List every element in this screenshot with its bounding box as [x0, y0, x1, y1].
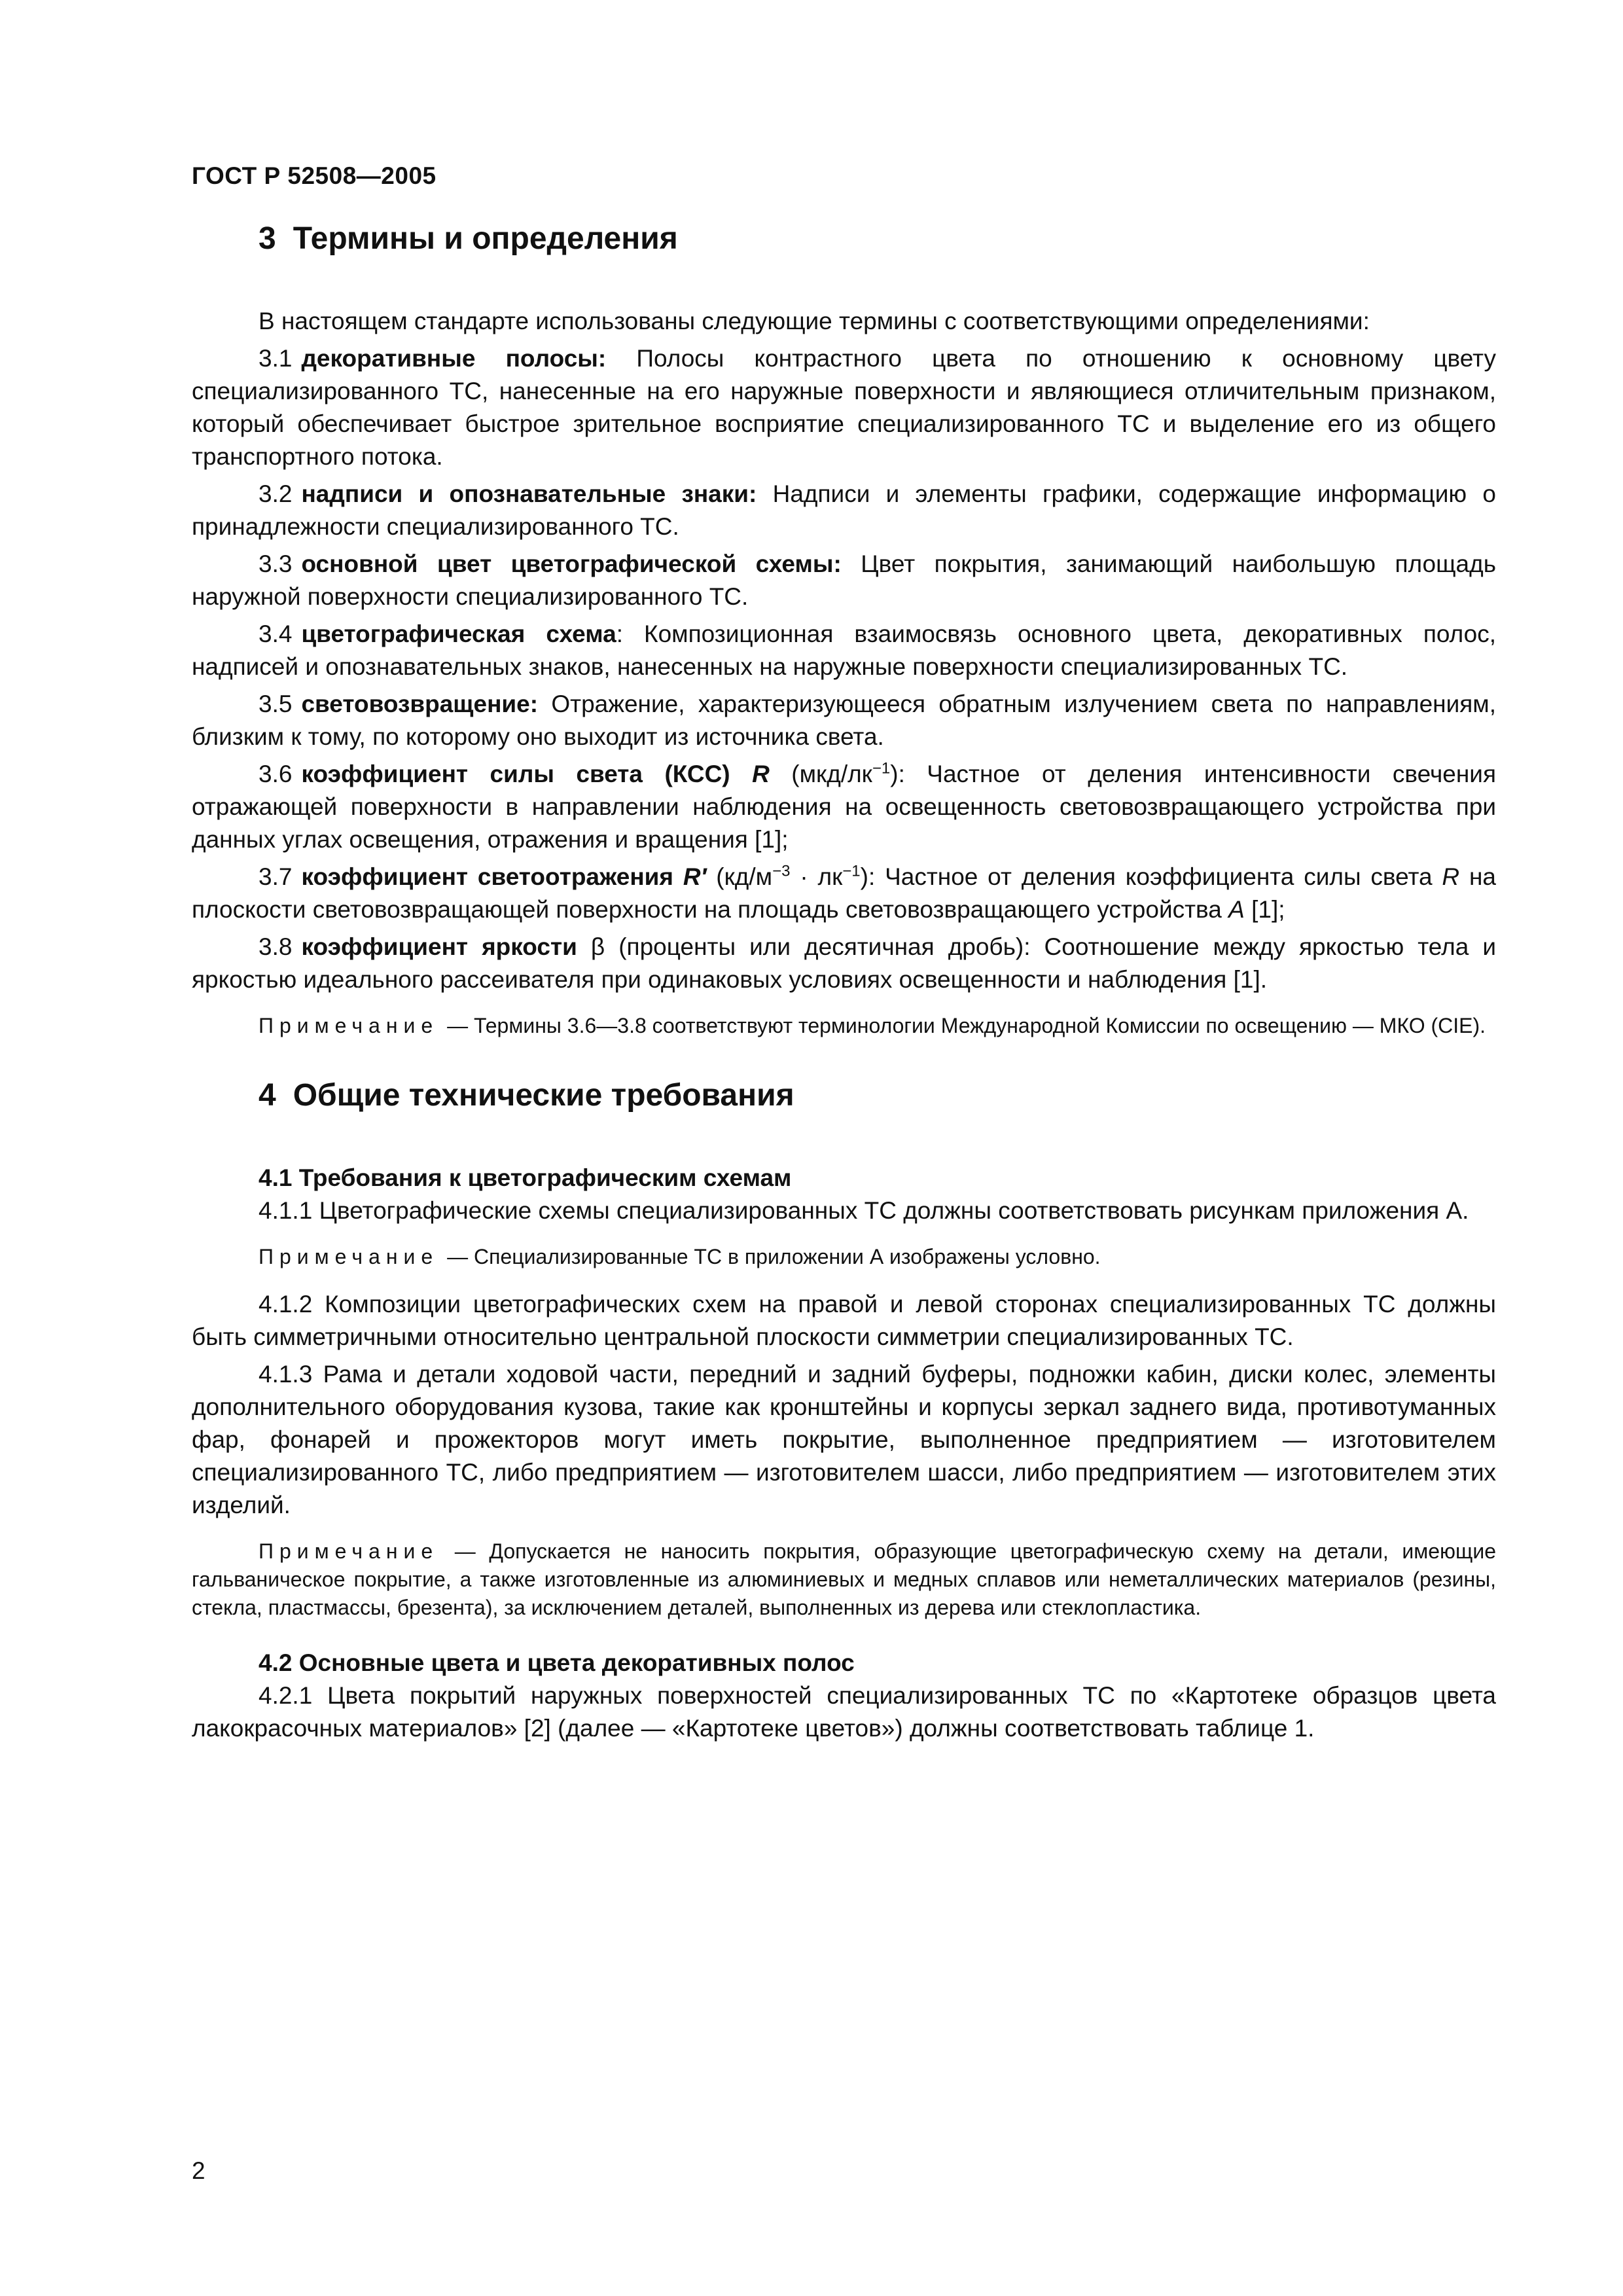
term-number: 3.1 [259, 345, 293, 372]
term-3-4 [192, 618, 1496, 683]
clause-4-1-1-note [192, 1243, 1496, 1271]
term-3-6 [192, 758, 1496, 856]
note-label: Примечание [259, 1014, 439, 1037]
section-number: 4 [259, 1078, 276, 1113]
term-name: надписи и опознавательные знаки: [301, 480, 757, 507]
clause-4-1-2 [192, 1288, 1496, 1354]
term-symbol: β [590, 933, 605, 960]
unit-exponent: −3 [772, 862, 791, 880]
page-content [192, 216, 1496, 1749]
note-text: — Термины 3.6—3.8 соответствуют терминологии Международной Комиссии по освещению — МКО (CIE). [441, 1014, 1486, 1037]
term-name: цветографическая схема [301, 620, 616, 647]
section-4-title [259, 1073, 1496, 1119]
term-name: коэффициент силы света (КСС) [301, 761, 730, 787]
clause-number: 4.1.2 [259, 1291, 313, 1318]
term-3-3 [192, 548, 1496, 613]
term-definition: : Частное от деления коэффициента силы света [868, 863, 1442, 890]
clause-number: 4.1.3 [259, 1361, 313, 1388]
unit-exponent: −1 [872, 759, 891, 778]
section-3-intro: В настоящем стандарте использованы следующие термины с соответствующими определениями: [259, 308, 1370, 334]
page-number: 2 [192, 2157, 205, 2184]
term-definition: : Частное от деления интенсивности свечения отражающей поверхности в направлении наблюдения на освещенность световозвращающего устройства при данных углах освещения, отражения и вращения [1]; [192, 761, 1497, 853]
term-unit-close: ) [860, 863, 868, 890]
term-symbol: R′ [683, 863, 707, 890]
term-number: 3.2 [259, 480, 293, 507]
term-name: коэффициент яркости [301, 933, 577, 960]
term-name: световозвращение: [301, 691, 539, 717]
term-unit: (мкд/лк [769, 761, 872, 787]
section-title-text: Термины и определения [293, 221, 678, 256]
term-definition: на плоскости световозвращающей поверхности на площадь световозвращающего устройства [192, 863, 1496, 923]
term-unit-close: ) [890, 761, 899, 787]
clause-4-1-3-note [192, 1537, 1496, 1622]
term-definition: Отражение, характеризующееся обратным излучением света по направлениям, близким к тому, по которому оно выходит из источника света. [192, 691, 1496, 750]
term-definition: : Композиционная взаимосвязь основного цвета, декоративных полос, надписей и опознавательных знаков, нанесенных на наружные поверхности специализированных ТС. [192, 620, 1497, 680]
clause-text: Композиции цветографических схем на правой и левой сторонах специализированных ТС должны быть симметричными относительно центральной плоскости симметрии специализированных ТС. [192, 1291, 1496, 1350]
term-number: 3.5 [259, 691, 293, 717]
term-3-1 [192, 342, 1496, 473]
clause-text: Цвета покрытий наружных поверхностей специализированных ТС по «Картотеке образцов цвета лакокрасочных материалов» [2] (далее — «Картотеке цветов») должны соответствовать таблице 1. [192, 1682, 1496, 1742]
term-3-8 [192, 931, 1496, 996]
subsection-4-1-title: 4.1 Требования к цветографическим схемам [259, 1164, 792, 1191]
term-3-2 [192, 478, 1496, 543]
clause-4-1-3 [192, 1358, 1496, 1522]
clause-text: Рама и детали ходовой части, передний и задний буферы, подножки кабин, диски колес, элементы дополнительного оборудования кузова, такие как кронштейны и корпусы зеркал заднего вида, противотуманных фар, фонарей и прожекторов могут иметь покрытие, выполненное предприятием — изготовителем специализированного ТС, либо предприятием — изготовителем шасси, либо предприятием — изготовителем этих изделий. [192, 1361, 1496, 1518]
term-name: декоративные полосы: [301, 345, 607, 372]
standard-header: ГОСТ Р 52508—2005 [192, 162, 437, 189]
term-number: 3.6 [259, 761, 293, 787]
note-text: — Специализированные ТС в приложении А изображены условно. [441, 1245, 1101, 1268]
clause-number: 4.2.1 [259, 1682, 313, 1709]
term-number: 3.7 [259, 863, 293, 890]
term-3-7 [192, 861, 1496, 926]
term-name: коэффициент светоотражения [301, 863, 674, 890]
section-3-title [259, 216, 1496, 262]
term-name: основной цвет цветографической схемы: [301, 550, 842, 577]
clause-4-2-1 [192, 1679, 1496, 1745]
term-unit: · лк [790, 863, 843, 890]
clause-number: 4.1.1 [259, 1197, 313, 1224]
term-definition: [1]; [1244, 896, 1285, 923]
definition-symbol: R [1442, 863, 1460, 890]
clause-4-1-1 [192, 1194, 1496, 1227]
term-symbol: R [752, 761, 770, 787]
note-label: Примечание [259, 1539, 439, 1563]
note-text: — Допускается не наносить покрытия, образующие цветографическую схему на детали, имеющие гальваническое покрытие, а также изготовленные из алюминиевых и медных сплавов или неметаллических материалов (резины, стекла, пластмассы, брезента), за исключением деталей, выполненных из дерева или стеклопластика. [192, 1539, 1496, 1619]
note-label: Примечание [259, 1245, 439, 1268]
clause-text: Цветографические схемы специализированных ТС должны соответствовать рисункам приложения А. [312, 1197, 1469, 1224]
term-definition: Цвет покрытия, занимающий наибольшую площадь наружной поверхности специализированного ТС. [192, 550, 1496, 610]
term-number: 3.4 [259, 620, 293, 647]
unit-exponent: −1 [842, 862, 861, 880]
term-unit: (кд/м [706, 863, 773, 890]
term-definition: Полосы контрастного цвета по отношению к основному цвету специализированного ТС, нанесенные на его наружные поверхности и являющиеся отличительным признаком, который обеспечивает быстрое зрительное восприятие специализированного ТС и выделение его из общего транспортного потока. [192, 345, 1496, 470]
term-definition: Надписи и элементы графики, содержащие информацию о принадлежности специализированного ТС. [192, 480, 1496, 540]
subsection-4-2-title: 4.2 Основные цвета и цвета декоративных полос [259, 1649, 855, 1676]
definition-symbol: A [1228, 896, 1245, 923]
term-number: 3.8 [259, 933, 293, 960]
term-3-5 [192, 688, 1496, 753]
section-3-note [192, 1012, 1496, 1040]
term-number: 3.3 [259, 550, 293, 577]
section-title-text: Общие технические требования [293, 1078, 794, 1113]
term-definition: (проценты или десятичная дробь): Соотношение между яркостью тела и яркостью идеального рассеивателя при одинаковых условиях освещенности и наблюдения [1]. [192, 933, 1497, 993]
section-number: 3 [259, 221, 276, 256]
